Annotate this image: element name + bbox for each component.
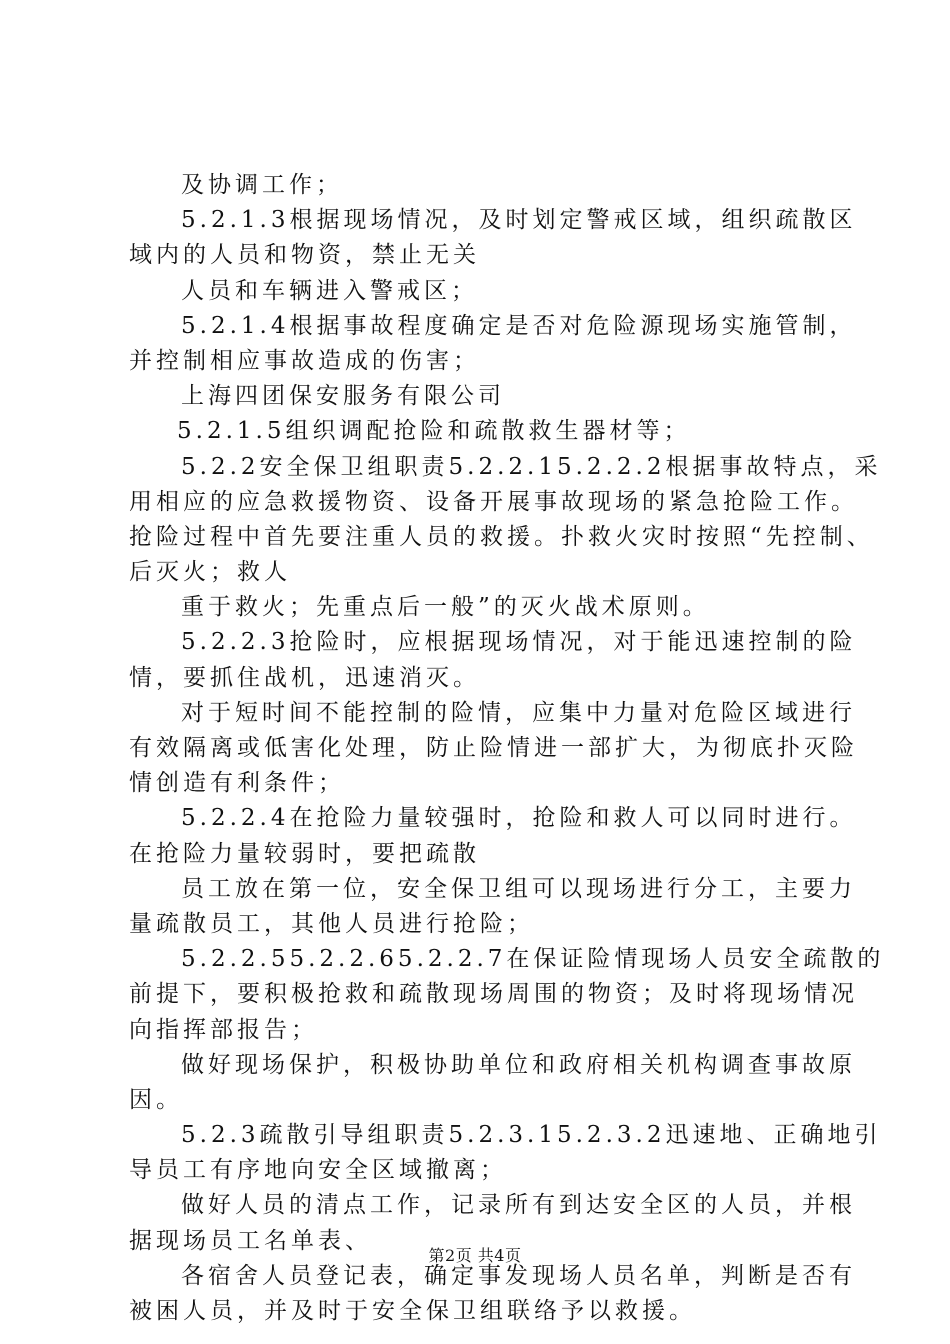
document-body (129, 168, 885, 1329)
text-line: 重于救火；先重点后一般”的灭火战术原则。 (181, 594, 710, 621)
text-line: 有效隔离或低害化处理，防止险情进一部扩大，为彻底扑灭险 (129, 735, 858, 761)
text-line: 5.2.2.3抢险时，应根据现场情况，对于能迅速控制的险 (181, 629, 857, 656)
text-line: 做好人员的清点工作，记录所有到达安全区的人员，并根 (181, 1192, 856, 1219)
text-line: 因。 (129, 1086, 183, 1113)
text-line: 人员和车辆进入警戒区； (181, 277, 478, 304)
text-line: 前提下，要积极抢救和疏散现场周围的物资；及时将现场情况 (129, 981, 858, 1008)
text-line: 抢险过程中首先要注重人员的救援。扑救火灾时按照“先控制、 (129, 523, 874, 550)
text-line: 情，要抓住战机，迅速消灭。 (129, 664, 480, 691)
text-line: 5.2.1.3根据现场情况，及时划定警戒区域，组织疏散区 (181, 207, 857, 234)
text-line: 5.2.1.5组织调配抢险和疏散救生器材等； (177, 418, 691, 445)
text-line: 并控制相应事故造成的伤害； (129, 347, 480, 374)
text-line: 5.2.2.4在抢险力量较强时，抢险和救人可以同时进行。 (181, 805, 857, 832)
text-line: 上海四团保安服务有限公司 (181, 383, 505, 410)
text-line: 量疏散员工，其他人员进行抢险； (129, 910, 534, 937)
text-line: 做好现场保护，积极协助单位和政府相关机构调查事故原 (181, 1051, 856, 1078)
text-line: 5.2.1.4根据事故程度确定是否对危险源现场实施管制， (181, 312, 857, 339)
text-line: 各宿舍人员登记表，确定事发现场人员名单，判断是否有 (181, 1262, 856, 1289)
text-line: 对于短时间不能控制的险情，应集中力量对危险区域进行 (181, 699, 856, 726)
text-line: 导员工有序地向安全区域撤离； (129, 1157, 507, 1184)
text-line: 5.2.2安全保卫组职责5.2.2.15.2.2.2根据事故特点，采 (181, 453, 882, 480)
page-number-footer: 第2页 共4页 (428, 1246, 522, 1265)
text-line: 据现场员工名单表、 (129, 1227, 372, 1254)
text-line: 后灭火；救人 (129, 559, 291, 586)
text-line: 5.2.2.55.2.2.65.2.2.7在保证险情现场人员安全疏散的 (181, 946, 885, 973)
text-line: 及协调工作； (181, 172, 343, 198)
text-line: 向指挥部报告； (129, 1016, 318, 1043)
text-line: 用相应的应急救援物资、设备开展事故现场的紧急抢险工作。 (129, 488, 858, 515)
text-line: 域内的人员和物资，禁止无关 (129, 242, 480, 269)
text-line: 在抢险力量较弱时，要把疏散 (129, 840, 480, 867)
text-line: 员工放在第一位，安全保卫组可以现场进行分工，主要力 (181, 875, 856, 902)
text-line: 情创造有利条件； (129, 770, 345, 797)
text-line: 5.2.3疏散引导组职责5.2.3.15.2.3.2迅速地、正确地引 (181, 1122, 882, 1149)
text-line: 被困人员，并及时于安全保卫组联络予以救援。 (129, 1298, 696, 1324)
